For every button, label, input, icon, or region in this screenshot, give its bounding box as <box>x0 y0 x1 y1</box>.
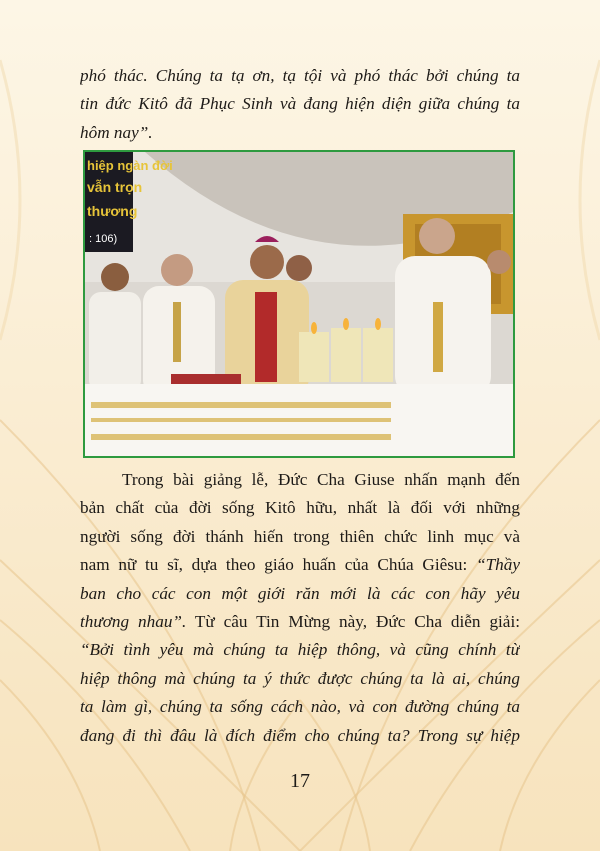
quote-run: “Thầy <box>476 555 520 575</box>
candles <box>299 318 393 382</box>
text-line <box>80 551 520 579</box>
text-line: “Bởi tình yêu mà chúng ta hiệp thông, và cũng chính từ <box>80 640 520 660</box>
photo-illustration <box>85 152 513 456</box>
banner-line: : 106) <box>89 233 118 245</box>
quote-run: thương nhau”. <box>80 612 187 632</box>
text-line: phó thác. Chúng ta tạ ơn, tạ tội và phó thác bởi chúng ta <box>80 66 520 85</box>
text-line: hiệp thông mà chúng ta ý thức được chúng ta là ai, chúng <box>80 668 520 688</box>
text-line <box>80 608 520 636</box>
text-line: ta làm gì, chúng ta sống cách nào, và con đường chúng ta <box>80 697 520 717</box>
text-line: hôm nay”. <box>80 122 153 142</box>
banner-line: vẫn trọn <box>87 179 143 195</box>
text-line: Trong bài giảng lễ, Đức Cha Giuse nhấn mạnh đến <box>122 470 520 489</box>
liturgy-photo <box>83 150 515 458</box>
text-line: người sống đời thánh hiến trong thiên chức linh mục và <box>80 526 520 546</box>
text-line: đang đi thì đâu là đích điểm cho chúng ta? Trong sự hiệp <box>80 725 520 745</box>
banner-line: hiệp ngàn đời <box>87 158 173 173</box>
text-run: Từ câu Tin Mừng này, Đức Cha diễn giải: <box>186 612 520 632</box>
text-line: bản chất của đời sống Kitô hữu, nhất là đối với những <box>80 498 520 518</box>
text-line: tin đức Kitô đã Phục Sinh và đang hiện diện giữa chúng ta <box>80 94 520 114</box>
banner-line: thương <box>87 203 138 219</box>
top-paragraph <box>80 62 520 147</box>
body-paragraph <box>80 466 520 750</box>
text-run: nam nữ tu sĩ, dựa theo giáo huấn của Chúa Giêsu: <box>80 555 477 575</box>
text-line: ban cho các con một giới răn mới là các con hãy yêu <box>80 583 520 603</box>
page-number: 17 <box>290 770 310 792</box>
